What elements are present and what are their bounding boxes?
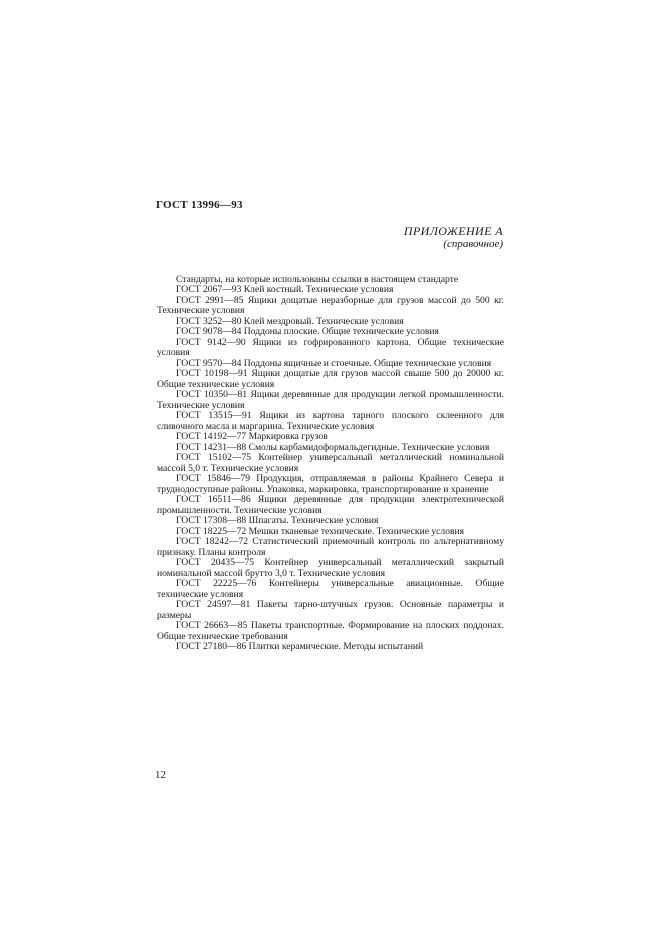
reference-entry: ГОСТ 22225—76 Контейнеры универсальные авиационные. Общие технические условия bbox=[157, 578, 504, 600]
reference-entry: ГОСТ 2067—93 Клей костный. Технические условия bbox=[176, 284, 394, 295]
reference-entry: ГОСТ 15102—75 Контейнер универсальный металлический номинальной массой 5,0 т. Технические условия bbox=[157, 452, 504, 474]
reference-entry: ГОСТ 9142—90 Ящики из гофрированного картона. Общие технические условия bbox=[157, 336, 504, 358]
document-header: ГОСТ 13996—93 bbox=[156, 199, 243, 211]
reference-entry: ГОСТ 9078—84 Поддоны плоские. Общие технические условия bbox=[176, 326, 439, 337]
reference-entry: ГОСТ 14192—77 Маркировка грузов bbox=[176, 431, 328, 442]
reference-entry: ГОСТ 20435—75 Контейнер универсальный металлический закрытый номинальной массой брутто 3,0 т. Технические условия bbox=[157, 557, 504, 579]
reference-entry: ГОСТ 18225—72 Мешки тканевые технические. Технические условия bbox=[176, 525, 465, 537]
appendix-heading bbox=[404, 225, 503, 251]
reference-entry: ГОСТ 14231—88 Смолы карбамидоформальдегидные. Технические условия bbox=[176, 441, 490, 453]
reference-entry: ГОСТ 16511—86 Ящики деревянные для продукции электротехнической промышленности. Технические условия bbox=[157, 494, 504, 516]
appendix-title: ПРИЛОЖЕНИЕ А bbox=[403, 224, 503, 238]
reference-entry: ГОСТ 15846—79 Продукция, отправляемая в районы Крайнего Севера и труднодоступные районы. Упаковка, маркировка, транспортирование и хранение bbox=[157, 473, 504, 495]
reference-entry: ГОСТ 9570—84 Поддоны ящичные и стоечные. Общие технические условия bbox=[176, 357, 492, 369]
reference-entry: ГОСТ 24597—81 Пакеты тарно-штучных грузов. Основные параметры и размеры bbox=[157, 599, 504, 621]
reference-list bbox=[157, 285, 504, 653]
reference-entry: ГОСТ 17308—88 Шпагаты. Технические условия bbox=[176, 515, 379, 526]
reference-entry: ГОСТ 2991—85 Ящики дощатые неразборные для грузов массой до 500 кг. Технические условия bbox=[157, 294, 504, 316]
reference-entry: ГОСТ 26663—85 Пакеты транспортные. Формирование на плоских поддонах. Общие технические требования bbox=[157, 620, 504, 642]
reference-entry: ГОСТ 10350—81 Ящики деревянные для продукции легкой промышленности. Технические условия bbox=[157, 389, 504, 411]
reference-entry: ГОСТ 3252—80 Клей мездровый. Технические условия bbox=[176, 315, 404, 327]
page-number: 12 bbox=[155, 769, 166, 781]
reference-entry: ГОСТ 18242—72 Статистический приемочный контроль по альтернативному признаку. Планы контроля bbox=[157, 536, 504, 558]
reference-entry: ГОСТ 27180—86 Плитки керамические. Методы испытаний bbox=[176, 641, 424, 652]
reference-entry: ГОСТ 13515—91 Ящики из картона тарного плоского склеенного для сливочного масла и маргарина. Технические условия bbox=[157, 410, 504, 432]
reference-entry: ГОСТ 10198—91 Ящики дощатые для грузов массой свыше 500 до 20000 кг. Общие технические условия bbox=[157, 368, 504, 390]
intro-line: Стандарты, на которые использованы ссылки в настоящем стандарте bbox=[176, 274, 459, 285]
appendix-subtitle: (справочное) bbox=[443, 238, 503, 250]
